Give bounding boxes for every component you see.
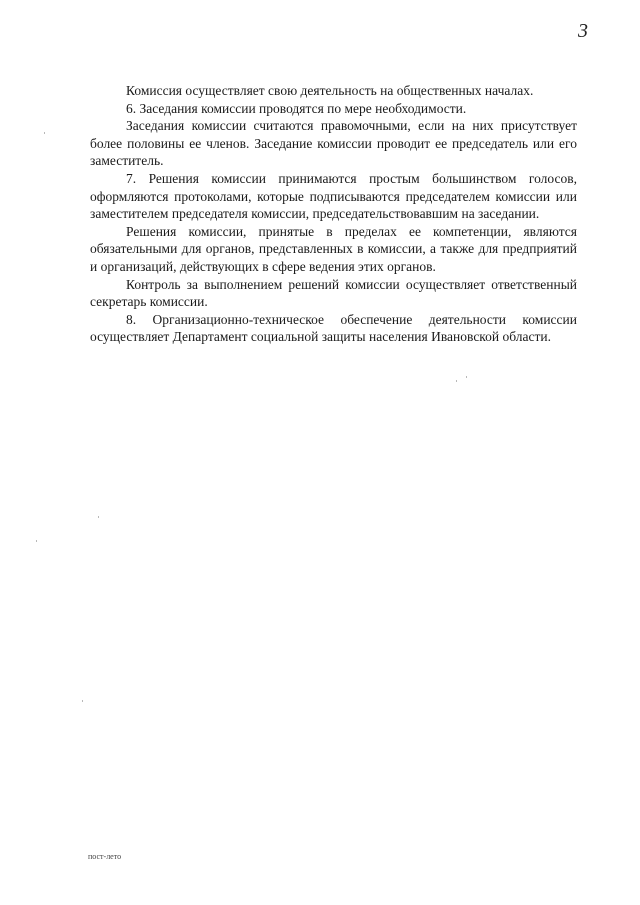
scan-speck xyxy=(82,700,83,702)
paragraph-control: Контроль за выполнением решений комиссии осуществляет ответственный секретарь комиссии. xyxy=(90,276,577,310)
scan-speck xyxy=(98,516,99,518)
paragraph-item-7: 7. Решения комиссии принимаются простым большинством голосов, оформляются протоколами, которые подписываются председателем комиссии или заместителем председателя комиссии, председательствовавшим на заседании. xyxy=(90,170,577,222)
document-body xyxy=(90,82,577,346)
paragraph-item-8: 8. Организационно-техническое обеспечение деятельности комиссии осуществляет Департамент социальной защиты населения Ивановской области. xyxy=(90,311,577,345)
footer-file-code: пост-лето xyxy=(88,852,122,861)
paragraph-decisions-binding: Решения комиссии, принятые в пределах ее компетенции, являются обязательными для органов, представленных в комиссии, а также для предприятий и организаций, действующих в сфере ведения этих органов. xyxy=(90,223,577,274)
scan-speck xyxy=(466,376,467,378)
paragraph-item-6: 6. Заседания комиссии проводятся по мере необходимости. xyxy=(126,100,467,116)
paragraph-commission-activity: Комиссия осуществляет свою деятельность на общественных началах. xyxy=(126,83,534,98)
page-number: 3 xyxy=(578,20,588,42)
paragraph-quorum: Заседания комиссии считаются правомочными, если на них присутствует более половины ее членов. Заседание комиссии проводит ее председатель или его заместитель. xyxy=(90,118,577,169)
scan-speck xyxy=(36,540,37,542)
scan-speck xyxy=(44,132,45,134)
scan-speck xyxy=(456,380,457,382)
